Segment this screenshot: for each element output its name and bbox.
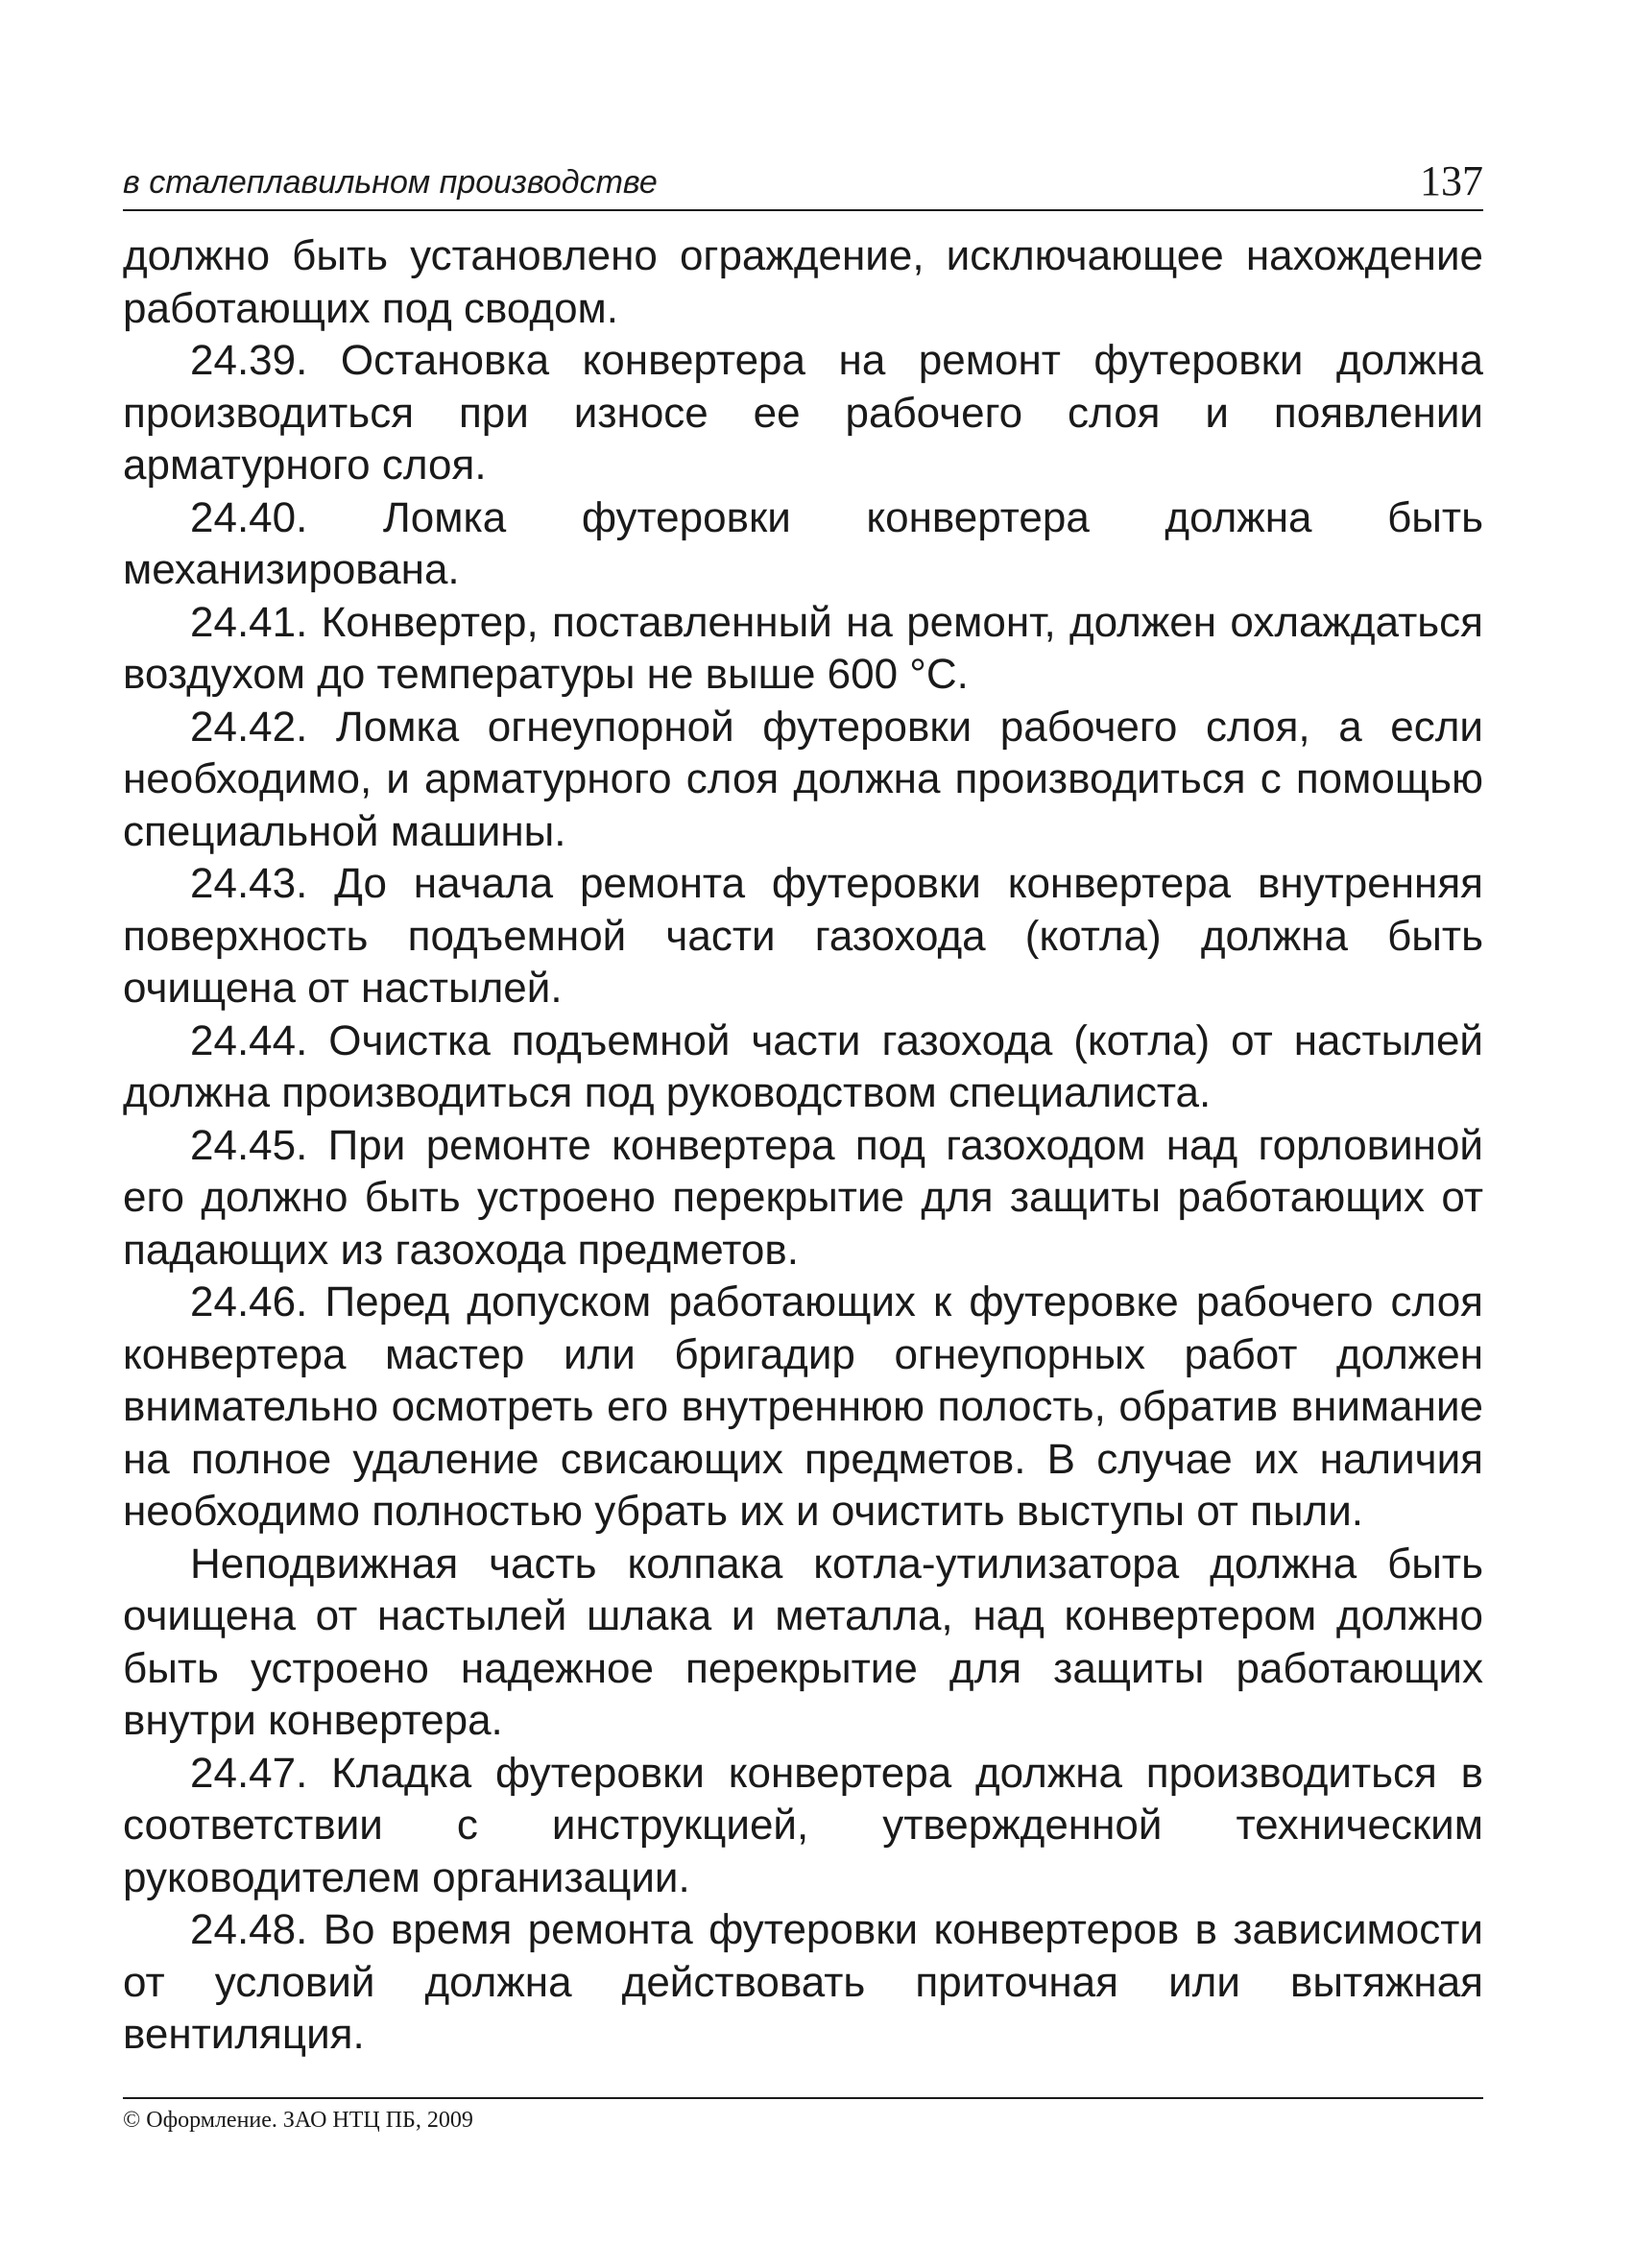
paragraph-24-41: 24.41. Конвертер, поставленный на ремонт, должен охлаждаться воздухом до температуры не выше 600 °С. <box>123 598 1483 698</box>
paragraph-24-44: 24.44. Очистка подъемной части газохода (котла) от настылей должна производиться под руководством специалиста. <box>123 1016 1483 1116</box>
body-text <box>123 230 1483 2062</box>
paragraph-24-46: 24.46. Перед допуском работающих к футеровке рабочего слоя конвертера мастер или бригадир огнеупорных работ должен внимательно осмотреть его внутреннюю полость, обратив внимание на полное удаление свисающих предметов. В случае их наличия необходимо полностью убрать их и очистить выступы от пыли. <box>123 1278 1483 1535</box>
paragraph-24-42: 24.42. Ломка огнеупорной футеровки рабочего слоя, а если необходимо, и арматурного слоя должна производиться с помощью специальной машины. <box>123 703 1483 855</box>
running-title: в сталеплавильном производстве <box>123 164 658 201</box>
paragraph-continuation: должно быть установлено ограждение, исключающее нахождение работающих под сводом. <box>123 232 1483 332</box>
paragraph-24-47: 24.47. Кладка футеровки конвертера должна производиться в соответствии с инструкцией, утвержденной техническим руководителем организации. <box>123 1749 1483 1901</box>
footer-divider <box>123 2097 1483 2099</box>
paragraph-24-40: 24.40. Ломка футеровки конвертера должна быть механизирована. <box>123 493 1483 593</box>
paragraph-24-46-continued: Неподвижная часть колпака котла-утилизатора должна быть очищена от настылей шлака и металла, над конвертером должно быть устроено надежное перекрытие для защиты работающих внутри конвертера. <box>123 1540 1483 1744</box>
paragraph-24-48: 24.48. Во время ремонта футеровки конвертеров в зависимости от условий должна действовать приточная или вытяжная вентиляция. <box>123 1906 1483 2058</box>
header-divider <box>123 209 1483 211</box>
copyright-footer: © Оформление. ЗАО НТЦ ПБ, 2009 <box>123 2108 473 2133</box>
paragraph-24-39: 24.39. Остановка конвертера на ремонт футеровки должна производиться при износе ее рабочего слоя и появлении арматурного слоя. <box>123 337 1483 489</box>
paragraph-24-43: 24.43. До начала ремонта футеровки конвертера внутренняя поверхность подъемной части газохода (котла) должна быть очищена от настылей. <box>123 860 1483 1012</box>
running-header <box>123 157 1483 209</box>
paragraph-24-45: 24.45. При ремонте конвертера под газоходом над горловиной его должно быть устроено перекрытие для защиты работающих от падающих из газохода предметов. <box>123 1121 1483 1274</box>
page-number: 137 <box>1420 157 1483 204</box>
